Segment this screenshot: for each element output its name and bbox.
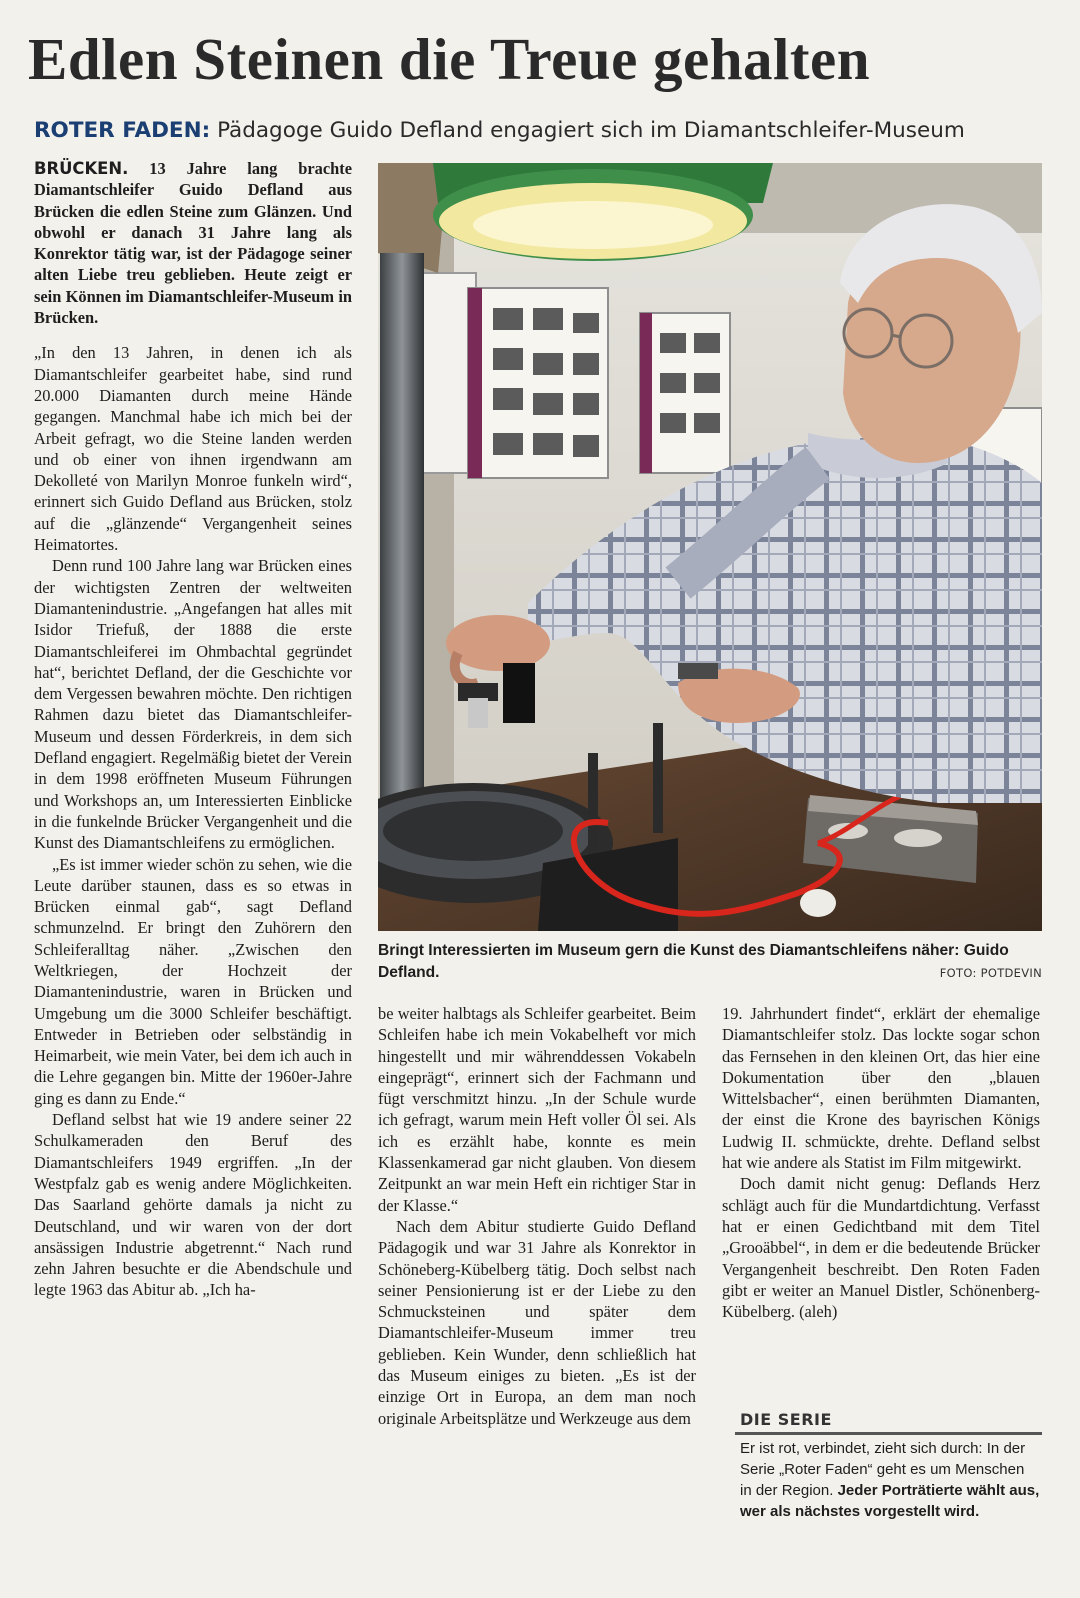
photo-caption: Bringt Interessierten im Museum gern die Kunst des Diamantschleifens näher: Guido Defland.: [378, 942, 1009, 981]
paragraph: „Es ist immer wieder schön zu sehen, wie die Leute darüber staunen, dass es so etwas in Brücken einmal gab“, sagt Defland schmunzelnd. Er bringt den Zuhörern den Schleiferalltag näher. „Zwischen den Weltkriegen, der Hochzeit der Diamantenindustrie, waren in Brücken und Umgebung um die 3000 Schleifer beschäftigt. Entweder in Betrieben oder selbständig in Heimarbeit, wie mein Vater, bei dem ich auch in die Lehre gegangen bin. Mitte der 1960er-Jahre ging es dann zu Ende.“: [34, 854, 352, 1108]
series-box-emphasis: Jeder Porträtierte wählt aus, wer als nächstes vorgestellt wird.: [740, 1482, 1040, 1520]
headline: Edlen Steinen die Treue gehalten: [28, 26, 871, 92]
paragraph: be weiter halbtags als Schleifer gearbeitet. Beim Schleifen habe ich mein Vokabelheft vor mich hingestellt und mir währenddessen Vokabeln eingeprägt“, erinnert sich der Fachmann und fügt verschmitzt hinzu. „In der Schule wurde ich gefragt, warum mein Heft voller Öl sei. Als ich es erzählt habe, konnte es mein Klassenkamerad gar nicht glauben. Von diesem Zeitpunkt an war mein Heft ein richtiger Star in der Klasse.“: [378, 1004, 696, 1215]
photo-illustration: [378, 163, 1042, 931]
series-box-text: [740, 1438, 1040, 1522]
article-column-2: [378, 1003, 696, 1429]
subheadline: [34, 116, 1064, 146]
article-photo: [378, 163, 1042, 931]
series-box-title: DIE SERIE: [740, 1410, 832, 1429]
article-lead: [34, 158, 352, 328]
paragraph: „In den 13 Jahren, in denen ich als Diamantschleifer gearbeitet habe, sind rund 20.000 Diamanten durch meine Hände gegangen. Manchmal habe ich mich bei der Arbeit gefragt, wo die Steine landen werden und ob einer von ihnen irgendwann am Dekolleté von Marilyn Monroe funkeln wird“, erinnert sich Guido Defland aus Brücken, stolz auf die „glänzende“ Vergangenheit seines Heimatortes.: [34, 343, 352, 555]
lead-text: 13 Jahre lang brachte Diamantschleifer Guido Defland aus Brücken die edlen Steine zum Glänzen. Und obwohl er danach 31 Jahre lang als Konrektor tätig war, ist der Pädagoge seiner alten Liebe treu geblieben. Heute zeigt er sein Können im Diamantschleifer-Museum in Brücken.: [34, 159, 352, 328]
paragraph: Doch damit nicht genug: Deflands Herz schlägt auch für die Mundartdichtung. Verfasst hat er einen Gedichtband mit dem Titel „Grooäbbel“, in dem er die bedeutende Brücker Vergangenheit beschreibt. Den Roten Faden gibt er weiter an Manuel Distler, Schönenberg-Kübelberg. (aleh): [722, 1174, 1040, 1322]
series-box-description: Er ist rot, verbindet, zieht sich durch: In der Serie „Roter Faden“ geht es um Menschen in der Region.: [740, 1440, 1026, 1499]
dateline: BRÜCKEN.: [34, 159, 129, 178]
paragraph: Nach dem Abitur studierte Guido Defland Pädagogik und war 31 Jahre als Konrektor in Schöneberg-Kübelberg tätig. Doch selbst nach seiner Pensionierung ist er der Liebe zu den Schmucksteinen und später dem Diamantschleifer-Museum immer treu geblieben. Kein Wunder, denn schließlich hat das Museum einiges zu bieten. „Es ist der einzige Ort in Europa, an dem man noch originale Arbeitsplätze und Werkzeuge aus dem: [378, 1216, 696, 1428]
paragraph: 19. Jahrhundert findet“, erklärt der ehemalige Diamantschleifer stolz. Das lockte sogar schon das Fernsehen in den kleinen Ort, das hier eine Dokumentation über den „blauen Wittelsbacher“, einen berühmten Diamanten, der einst die Krone des bayrischen Königs Ludwig II. schmückte, drehte. Defland selbst hat wie andere als Statist im Film mitgewirkt.: [722, 1004, 1040, 1173]
photo-credit: FOTO: POTDEVIN: [939, 966, 1042, 980]
subheadline-text: Pädagoge Guido Defland engagiert sich im Diamantschleifer-Museum: [217, 118, 965, 143]
paragraph: Defland selbst hat wie 19 andere seiner 22 Schulkameraden den Beruf des Diamantschleifers 1949 ergriffen. „In der Westpfalz gab es wenig andere Möglichkeiten. Das Saarland gehörte damals ja nicht zu Deutschland, und wir waren von der dort ansässigen Industrie abgetrennt.“ Nach rund zehn Jahren besuchte er die Abendschule und legte 1963 das Abitur ab. „Ich ha-: [34, 1110, 352, 1300]
article-column-3: [722, 1003, 1040, 1322]
subheadline-kicker: ROTER FADEN:: [34, 118, 211, 143]
paragraph: Denn rund 100 Jahre lang war Brücken eines der wichtigsten Zentren der weltweiten Diamantenindustrie. „Angefangen hat alles mit Isidor Triefuß, der 1888 die erste Diamantschleiferei im Ohmbachtal gegründet hat“, berichtet Defland, der die Geschichte vor dem Vergessen bewahren möchte. Den richtigen Rahmen dazu bietet das Diamantschleifer-Museum und dessen Förderkreis, in dem sich Defland engagiert. Regelmäßig bietet der Verein in dem 1998 eröffneten Museum Führungen und Workshops an, um Interessierten Einblicke in die funkelnde Brücker Vergangenheit und die Kunst des Diamantschleifens zu ermöglichen.: [34, 556, 352, 853]
article-column-1: [34, 158, 352, 1301]
series-box-rule: [735, 1432, 1042, 1435]
